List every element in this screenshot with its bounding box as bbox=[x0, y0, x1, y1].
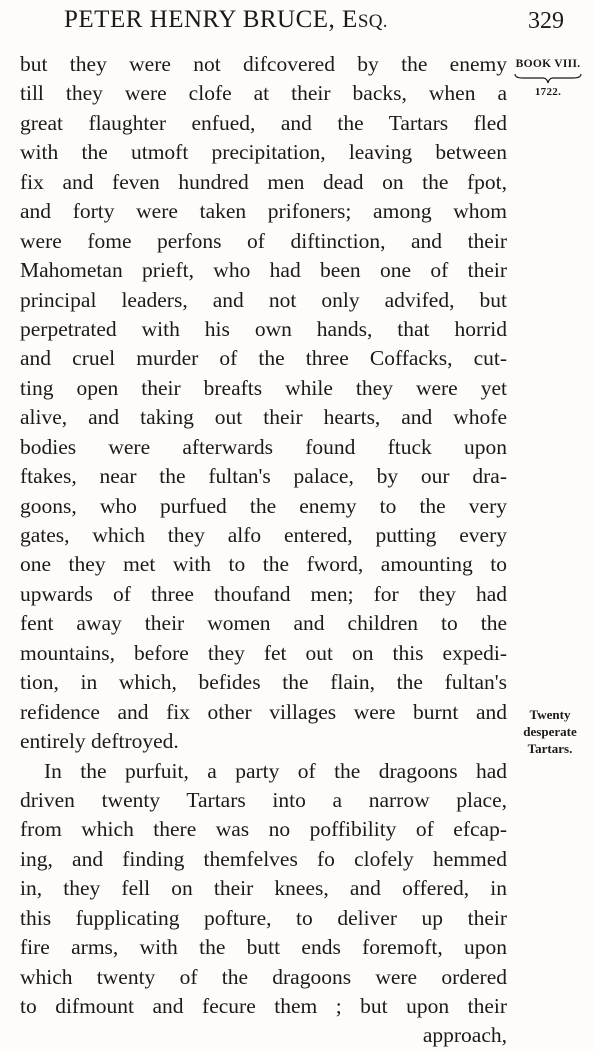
text-line: to difmount and fecure them ; but upon their bbox=[20, 994, 507, 1018]
text-line: In the purfuit, a party of the dragoons had bbox=[44, 758, 507, 783]
text-line: with the utmoft precipitation, leaving between bbox=[20, 140, 507, 165]
text-line: great flaughter enfued, and the Tartars fled bbox=[20, 110, 507, 135]
text-line: which twenty of the dragoons were ordered bbox=[20, 964, 507, 989]
text-line: gates, which they alfo entered, putting every bbox=[20, 523, 507, 547]
text-line: goons, who purfued the enemy to the very bbox=[20, 493, 507, 518]
text-line: mountains, before they fet out on this expedi- bbox=[20, 640, 507, 665]
text-line: this fupplicating pofture, to deliver up their bbox=[20, 905, 507, 930]
side-title-line-3: Tartars. bbox=[527, 741, 573, 756]
text-line: principal leaders, and not only advifed, but bbox=[20, 287, 507, 312]
text-line: fent away their women and children to the bbox=[20, 611, 507, 636]
text-line: bodies were afterwards found ftuck upon bbox=[20, 434, 507, 459]
book-label: BOOK VIII. bbox=[515, 58, 581, 70]
text-line: and forty were taken prifoners; among whom bbox=[20, 199, 507, 224]
running-head bbox=[64, 6, 388, 34]
text-line: till they were clofe at their backs, when a bbox=[20, 81, 507, 106]
brace-icon bbox=[513, 72, 583, 84]
side-title-line-2: desperate bbox=[523, 724, 577, 739]
text-line: in, they fell on their knees, and offered, in bbox=[20, 876, 507, 901]
year-label: 1722. bbox=[534, 86, 562, 98]
running-head-main: PETER HENRY BRUCE, E bbox=[64, 6, 358, 33]
text-line: refidence and fix other villages were burnt and bbox=[20, 699, 507, 724]
text-line: ftakes, near the fultan's palace, by our dra- bbox=[20, 464, 507, 489]
text-line: driven twenty Tartars into a narrow place, bbox=[20, 787, 507, 812]
text-line: but they were not difcovered by the enemy bbox=[20, 52, 507, 76]
page-header bbox=[0, 6, 594, 40]
text-line: perpetrated with his own hands, that horrid bbox=[20, 316, 507, 341]
text-line: alive, and taking out their hearts, and whofe bbox=[20, 405, 507, 430]
body-text bbox=[20, 50, 507, 1051]
text-line: tion, in which, befides the flain, the fultan's bbox=[20, 670, 507, 695]
text-line: ing, and finding themfelves fo clofely hemmed bbox=[20, 846, 507, 871]
text-line: Mahometan prieft, who had been one of their bbox=[20, 258, 507, 283]
text-line: fix and feven hundred men dead on the fpot, bbox=[20, 169, 507, 194]
margin-note-book bbox=[509, 56, 587, 100]
margin-note-side-title bbox=[512, 706, 588, 757]
text-line: fire arms, with the butt ends foremoft, upon bbox=[20, 935, 507, 960]
text-line: one they met with to the fword, amounting to bbox=[20, 552, 507, 577]
catchword: approach, bbox=[422, 1023, 507, 1048]
text-line: ting open their breafts while they were yet bbox=[20, 375, 507, 400]
text-line: from which there was no poffibility of efcap- bbox=[20, 817, 507, 842]
side-title-line-1: Twenty bbox=[529, 707, 571, 722]
text-line: and cruel murder of the three Coffacks, cut- bbox=[20, 346, 507, 371]
text-line: entirely deftroyed. bbox=[20, 729, 179, 754]
page-number: 329 bbox=[528, 8, 564, 34]
text-line: upwards of three thoufand men; for they had bbox=[20, 581, 507, 606]
running-head-suffix: SQ. bbox=[357, 11, 388, 32]
text-line: were fome perfons of diftinction, and their bbox=[20, 228, 507, 253]
